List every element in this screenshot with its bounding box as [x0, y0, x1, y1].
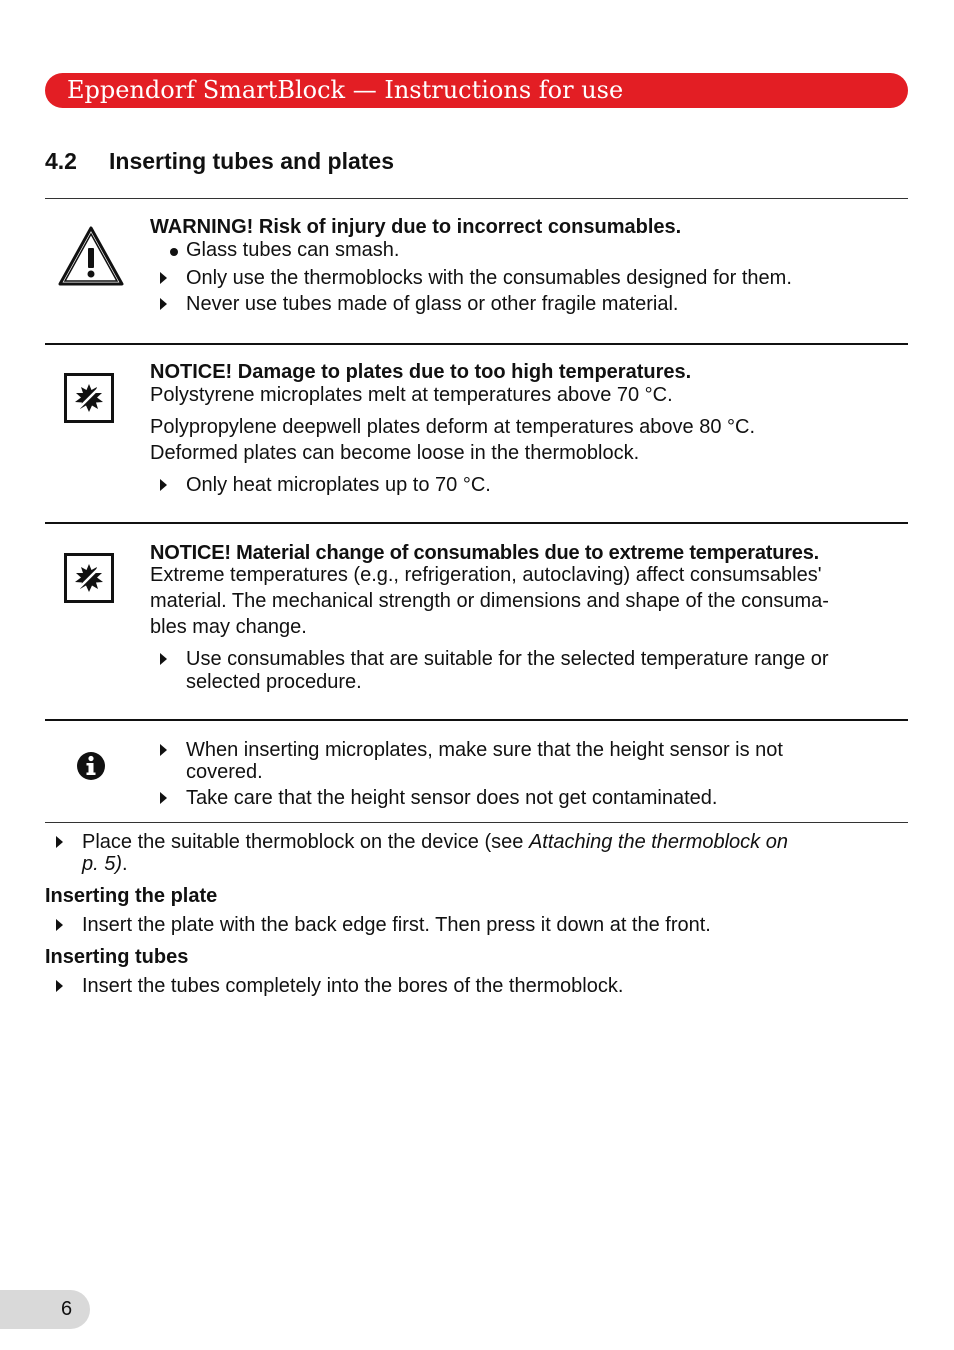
info-icon [76, 751, 106, 785]
heat-damage-icon [64, 553, 114, 603]
notice2-para-line1: Extreme temperatures (e.g., refrigeration, autoclaving) affect consumsables' [150, 564, 822, 586]
notice1-para2-line2: Deformed plates can become loose in the thermoblock. [150, 442, 640, 464]
info-step2: Take care that the height sensor does not get contaminated. [186, 787, 717, 810]
step-arrow-icon [160, 298, 167, 310]
step-arrow-icon [56, 980, 63, 992]
notice2-para-line2: material. The mechanical strength or dimensions and shape of the consuma- [150, 590, 829, 612]
warning-title: WARNING! Risk of injury due to incorrect consumables. [150, 216, 682, 238]
cross-reference-link[interactable]: Attaching the thermoblock on [528, 831, 788, 853]
header-title: Eppendorf SmartBlock — Instructions for use [67, 76, 624, 104]
section-heading: Inserting tubes and plates [109, 148, 394, 174]
notice1-top-rule [45, 343, 908, 345]
section-number: 4.2 [45, 148, 77, 174]
info-top-rule [45, 719, 908, 721]
step-arrow-icon [56, 836, 63, 848]
page-number-tab [0, 1290, 90, 1329]
heading-inserting-plate: Inserting the plate [45, 885, 218, 907]
info-step1-line2: covered. [186, 761, 263, 783]
body-step-place-line2: p. 5). [82, 853, 128, 875]
info-bottom-rule [45, 822, 908, 823]
section-title [45, 148, 394, 175]
info-step1-line1: When inserting microplates, make sure that the height sensor is not [186, 739, 783, 762]
step-arrow-icon [160, 744, 167, 756]
cross-reference-page[interactable]: p. 5) [82, 853, 123, 875]
heading-inserting-tubes: Inserting tubes [45, 946, 189, 968]
step-arrow-icon [160, 653, 167, 665]
warning-step-2: Never use tubes made of glass or other fragile material. [186, 293, 678, 316]
notice1-title: NOTICE! Damage to plates due to too high temperatures. [150, 361, 692, 383]
warning-step-1: Only use the thermoblocks with the consumables designed for them. [186, 267, 792, 290]
notice1-step: Only heat microplates up to 70 °C. [186, 474, 491, 497]
step-arrow-icon [56, 919, 63, 931]
notice1-para1: Polystyrene microplates melt at temperatures above 70 °C. [150, 384, 673, 406]
warning-bullet: Glass tubes can smash. [186, 239, 399, 262]
notice1-para2-line1: Polypropylene deepwell plates deform at temperatures above 80 °C. [150, 416, 756, 438]
heat-damage-icon [64, 373, 114, 423]
step-arrow-icon [160, 792, 167, 804]
warning-top-rule [45, 198, 908, 199]
notice2-para-line3: bles may change. [150, 616, 307, 638]
warning-triangle-icon [57, 225, 125, 291]
header-bar [45, 73, 908, 108]
body-step-place: Place the suitable thermoblock on the device (see Attaching the thermoblock on [82, 831, 892, 854]
notice2-top-rule [45, 522, 908, 524]
step-arrow-icon [160, 272, 167, 284]
body-step-plate: Insert the plate with the back edge first. Then press it down at the front. [82, 914, 711, 937]
body-step-tubes: Insert the tubes completely into the bores of the thermoblock. [82, 975, 623, 998]
notice2-title: NOTICE! Material change of consumables due to extreme temperatures. [150, 542, 820, 564]
bullet-dot [170, 248, 178, 256]
step-arrow-icon [160, 479, 167, 491]
notice2-step-line2: selected procedure. [186, 671, 362, 693]
page-number: 6 [61, 1298, 73, 1320]
notice2-step-line1: Use consumables that are suitable for the selected temperature range or [186, 648, 829, 671]
